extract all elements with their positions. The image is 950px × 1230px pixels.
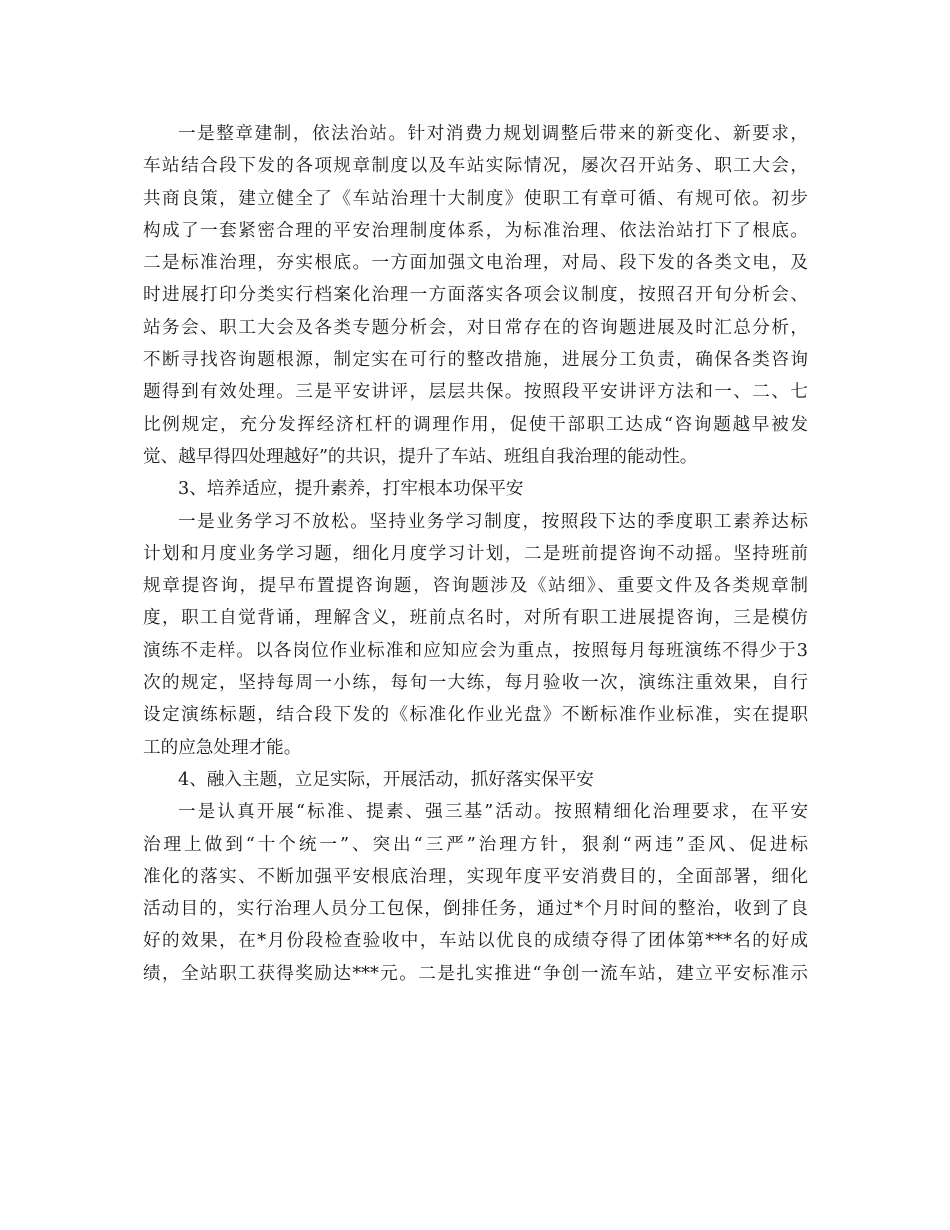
text-line: 绩，全站职工获得奖励达***元。二是扎实推进“争创一流车站，建立平安标准示 [143,963,808,984]
text-line: 共商良策，建立健全了《车站治理十大制度》使职工有章可循、有规可依。初步 [143,188,808,209]
text-line: 治理上做到“十个统一”、突出“三严”治理方针，狠刹“两违”歪风、促进标 [143,834,808,855]
section-heading: 4、融入主题，立足实际，开展活动，抓好落实保平安 [178,769,594,790]
text-line: 一是整章建制，依法治站。针对消费力规划调整后带来的新变化、新要求， [178,124,808,144]
text-line: 二是标准治理，夯实根底。一方面加强文电治理，对局、段下发的各类文电，及 [143,253,808,274]
text-line: 构成了一套紧密合理的平安治理制度体系，为标准治理、依法治站打下了根底。 [143,220,808,241]
text-line: 好的效果，在*月份段检查验收中，车站以优良的成绩夺得了团体第***名的好成 [143,931,808,952]
text-line: 一是业务学习不放松。坚持业务学习制度，按照段下达的季度职工素养达标 [178,511,808,532]
text-line: 活动目的，实行治理人员分工包保，倒排任务，通过*个月时间的整治，收到了良 [143,899,808,920]
text-line: 设定演练标题，结合段下发的《标准化作业光盘》不断标准作业标准，实在提职 [143,705,808,726]
text-line: 计划和月度业务学习题，细化月度学习计划，二是班前提咨询不动摇。坚持班前 [143,543,808,564]
text-line: 规章提咨询，提早布置提咨询题，咨询题涉及《站细》、重要文件及各类规章制 [143,576,808,597]
text-line: 准化的落实、不断加强平安根底治理，实现年度平安消费目的，全面部署，细化 [143,866,808,887]
text-line: 一是认真开展“标准、提素、强三基”活动。按照精细化治理要求，在平安 [178,802,808,823]
section-heading: 3、培养适应，提升素养，打牢根本功保平安 [178,479,524,500]
text-line: 题得到有效处理。三是平安讲评，层层共保。按照段平安讲评方法和一、二、七 [143,382,808,403]
text-line: 车站结合段下发的各项规章制度以及车站实际情况，屡次召开站务、职工大会， [143,156,808,177]
text-line: 不断寻找咨询题根源，制定实在可行的整改措施，进展分工负责，确保各类咨询 [143,350,808,371]
text-line: 比例规定，充分发挥经济杠杆的调理作用，促使干部职工达成“咨询题越早被发 [143,414,808,435]
document-body [143,118,808,990]
text-line: 度，职工自觉背诵，理解含义，班前点名时，对所有职工进展提咨询，三是模仿 [143,608,808,629]
text-line: 演练不走样。以各岗位作业标准和应知应会为重点，按照每月每班演练不得少于3 [143,640,808,661]
text-line: 工的应急处理才能。 [143,737,302,758]
text-line: 次的规定，坚持每周一小练，每旬一大练，每月验收一次，演练注重效果，自行 [143,673,808,694]
text-line: 站务会、职工大会及各类专题分析会，对日常存在的咨询题进展及时汇总分析， [143,317,808,338]
text-line: 时进展打印分类实行档案化治理一方面落实各项会议制度，按照召开旬分析会、 [143,285,808,306]
text-line: 觉、越早得四处理越好”的共识，提升了车站、班组自我治理的能动性。 [143,446,698,467]
